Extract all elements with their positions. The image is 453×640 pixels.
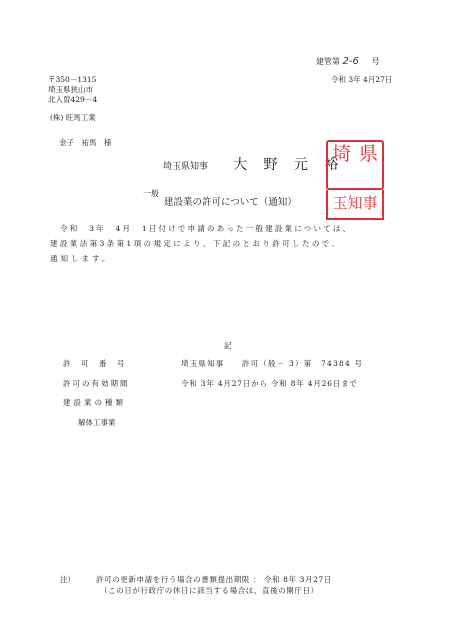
body-line-2: 建設業法第3条第1項の規定により、下記のとおり許可したので、 [50,239,342,248]
doc-number-suffix: 号 [371,57,380,66]
official-seal-lower [326,190,384,220]
seal-char: 事 [362,194,378,212]
note-line-1: 許可の更新申請を行う場合の書類提出期限 ： 令和 8年 3月27日 [96,575,332,584]
seal-char: 玉 [332,194,348,212]
seal-char: 知 [347,194,363,212]
doc-number-value: 2-6 [342,56,359,67]
recipient-company: (株) 旺馬工業 [50,113,96,122]
subject-title: 建設業の許可について（通知） [164,197,297,208]
issue-date: 令和 3年 4月27日 [331,75,393,84]
sender-title: 埼玉県知事 [163,162,209,172]
official-seal [326,140,384,190]
note-line-2: （この日が行政庁の休日に該当する場合は、直後の開庁日） [100,586,319,595]
body-line-3: 通知します。 [50,254,113,263]
document-number [316,56,379,67]
note-label: 注） [60,575,75,584]
subject-prefix: 一般 [143,189,159,198]
recipient-name: 金子 祐馬 様 [59,138,112,147]
industry-type: 解体工事業 [78,418,116,427]
sender-name: 大 野 元 裕 [233,157,345,173]
detail-value-validity: 令和 3年 4月27日から 令和 8年 4月26日まで [181,379,358,388]
detail-value-permit-number: 埼玉県知事 許可（般－ 3）第 74384 号 [181,359,364,368]
doc-number-prefix: 建管第 [316,57,340,66]
detail-label-type: 建設業の種類 [63,398,126,407]
seal-char: 県 [358,143,378,165]
ki-heading: 記 [224,341,232,350]
address-line-1: 埼玉県狭山市 [48,85,93,94]
detail-label-validity: 許可の有効期間 [63,379,130,388]
body-line-1: 令和 3年 4月 1日付けで申請のあった一般建設業については、 [60,224,353,233]
seal-char: 埼 [331,143,351,165]
address-line-2: 北入曽429－4 [48,95,98,104]
postal-code: 〒350－1315 [48,75,97,84]
detail-label-permit-number: 許 可 番 号 [63,359,126,368]
